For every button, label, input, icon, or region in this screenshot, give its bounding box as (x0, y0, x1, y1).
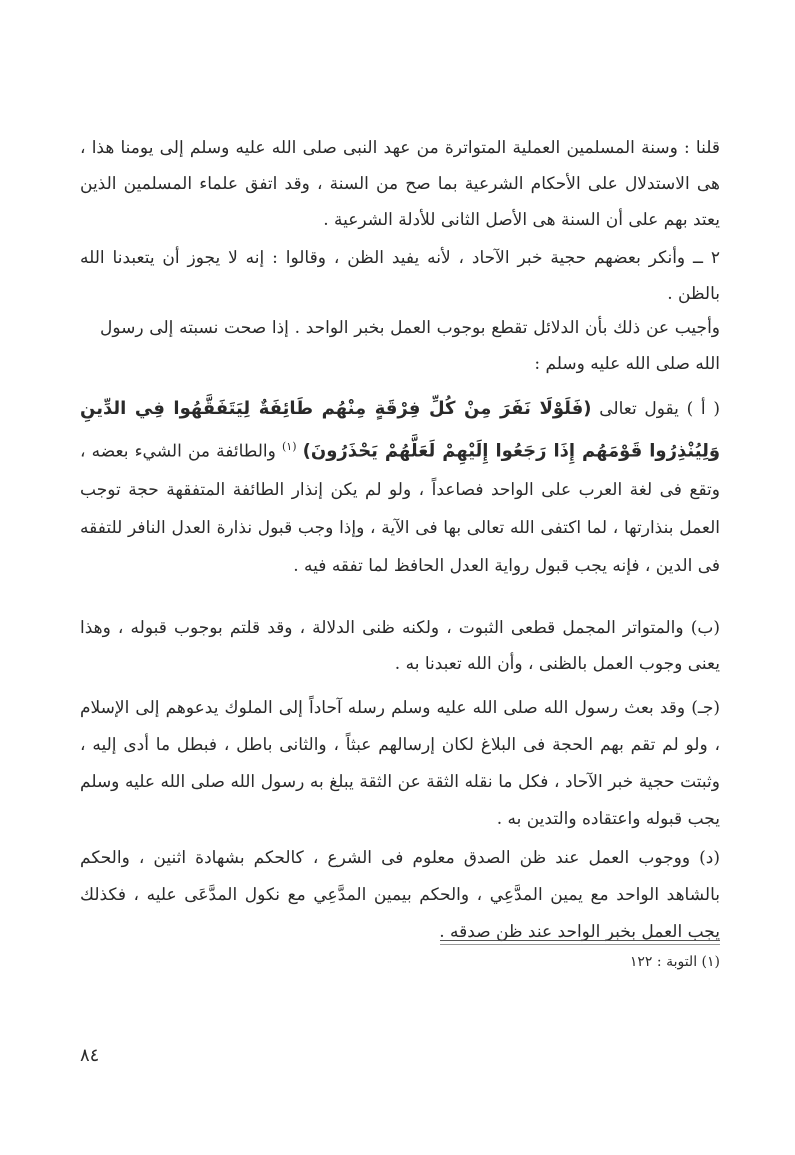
intro-paragraph: قلنا : وسنة المسلمين العملية المتواترة من عهد النبى صلى الله عليه وسلم إلى يومنا هذا ، هى الاستدلال على الأحكام الشرعية بما صح من السنة ، وقد اتفق علماء المسلمين الذين يعتد بهم على أن السنة هى الأصل الثانى للأدلة الشرعية . (80, 138, 720, 230)
point-d-paragraph: (د) ووجوب العمل عند ظن الصدق معلوم فى الشرع ، كالحكم بشهادة اثنين ، والحكم بالشاهد الواحد مع يمين المدَّعِي ، والحكم بيمين المدَّعِي مع نكول المدَّعَى عليه ، فكذلك يجب العمل بخبر الواحد عند ظن صدقه . (80, 848, 720, 942)
point-2-paragraph: ٢ ــ وأنكر بعضهم حجية خبر الآحاد ، لأنه يفيد الظن ، وقالوا : إنه لا يجوز أن يتعبدنا الله بالظن . (80, 248, 720, 304)
point-c-paragraph: (جـ) وقد بعث رسول الله صلى الله عليه وسلم رسله آحاداً إلى الملوك يدعوهم إلى الإسلام ، ولو لم تقم بهم الحجة فى البلاغ لكان إرسالهم عبثاً ، والثانى باطل ، فبطل ما أدى إليه ، وثبتت حجية خبر الآحاد ، فكل ما نقله الثقة عن الثقة يبلغ به رسول الله صلى الله عليه وسلم يجب قبوله واعتقاده والتدين به . (80, 698, 720, 829)
quran-verse: (فَلَوْلَا نَفَرَ مِنْ كُلِّ فِرْقَةٍ مِنْهُم طَائِفَةٌ لِيَتَفَقَّهُوا فِي الدِّينِ وَلِيُنْذِرُوا قَوْمَهُم إِذَا رَجَعُوا إِلَيْهِمْ لَعَلَّهُمْ يَحْذَرُونَ) (80, 398, 721, 462)
document-page (80, 120, 720, 1120)
reply-paragraph: وأجيب عن ذلك بأن الدلائل تقطع بوجوب العمل بخبر الواحد . إذا صحت نسبته إلى رسول الله صلى الله عليه وسلم : (100, 318, 720, 374)
point-b-paragraph: (ب) والمتواتر المجمل قطعى الثبوت ، ولكنه ظنى الدلالة ، وقد قلتم بوجوب قبوله ، وهذا يعنى وجوب العمل بالظنى ، وأن الله تعبدنا به . (80, 618, 720, 674)
point-a-paragraph (80, 390, 720, 585)
footnote-marker: (١) (281, 440, 297, 453)
footnote: (١) التوبة : ١٢٢ (629, 954, 720, 970)
point-a-rest: والطائفة من الشيء بعضه ، وتقع فى لغة العرب على الواحد فصاعداً ، ولو لم يكن إنذار الطائفة المتفقهة حجة توجب العمل بنذارتها ، لما اكتفى الله تعالى بها فى الآية ، وإذا وجب قبول نذارة العدل النافر للتفقه فى الدين ، فإنه يجب قبول رواية العدل الحافظ لما تفقه فيه . (80, 441, 720, 576)
footnote-divider (440, 940, 720, 941)
page-number: ٨٤ (80, 1045, 100, 1066)
point-a-intro: ( أ ) يقول تعالى (599, 399, 720, 419)
footnote-divider-secondary (440, 944, 720, 945)
